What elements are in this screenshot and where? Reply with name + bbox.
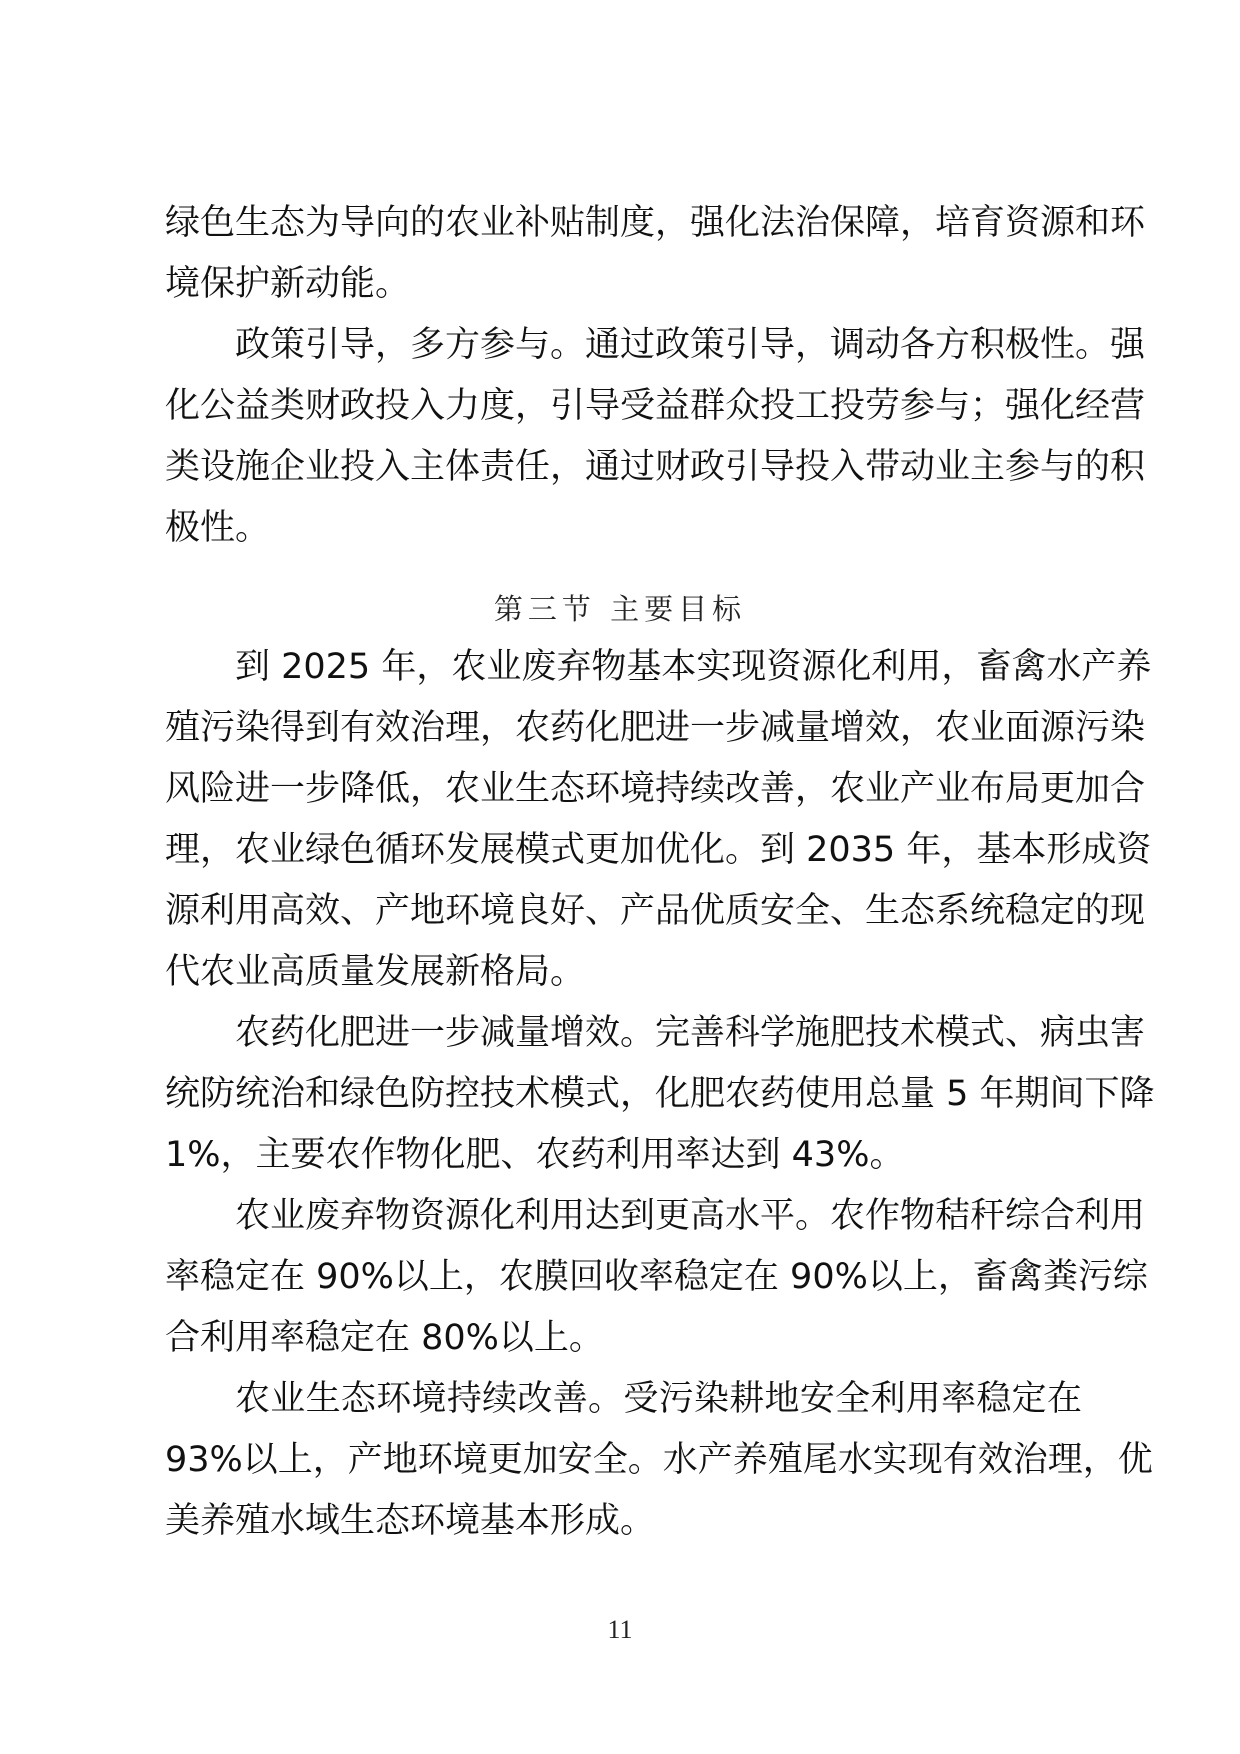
text-line: 代农业高质量发展新格局。: [165, 952, 586, 992]
text-line: 绿色生态为导向的农业补贴制度，强化法治保障，培育资源和环: [165, 203, 1146, 243]
text-line: 化公益类财政投入力度，引导受益群众投工投劳参与；强化经营: [165, 386, 1146, 426]
text-line: 合利用率稳定在 80%以上。: [165, 1318, 604, 1358]
text-line: 统防统治和绿色防控技术模式，化肥农药使用总量 5 年期间下降: [165, 1074, 1155, 1114]
text-line: 农业废弃物资源化利用达到更高水平。农作物秸秆综合利用: [235, 1196, 1146, 1236]
text-line: 殖污染得到有效治理，农药化肥进一步减量增效，农业面源污染: [165, 708, 1146, 748]
text-block-bottom: [165, 637, 1155, 1552]
text-line: 率稳定在 90%以上，农膜回收率稳定在 90%以上，畜禽粪污综: [165, 1257, 1148, 1297]
text-line: 1%，主要农作物化肥、农药利用率达到 43%。: [165, 1135, 905, 1175]
text-line: 农业生态环境持续改善。受污染耕地安全利用率稳定在: [235, 1379, 1082, 1419]
text-line: 农药化肥进一步减量增效。完善科学施肥技术模式、病虫害: [235, 1013, 1146, 1053]
text-line: 理，农业绿色循环发展模式更加优化。到 2035 年，基本形成资: [165, 830, 1152, 870]
text-line: 类设施企业投入主体责任，通过财政引导投入带动业主参与的积: [165, 447, 1146, 487]
paragraph-ecological-environment: [165, 1369, 1153, 1552]
paragraph-continued: [165, 193, 1146, 315]
text-line: 美养殖水域生态环境基本形成。: [165, 1501, 656, 1541]
text-line: 到 2025 年，农业废弃物基本实现资源化利用，畜禽水产养: [235, 647, 1152, 687]
paragraph-targets-2025: [165, 637, 1152, 1003]
page-number: 11: [607, 1615, 633, 1644]
paragraph-waste-utilization: [165, 1186, 1148, 1369]
text-line: 政策引导，多方参与。通过政策引导，调动各方积极性。强: [235, 325, 1146, 365]
paragraph-policy-guidance: [165, 315, 1146, 559]
section-heading: 第三节 主要目标: [493, 592, 747, 626]
text-line: 极性。: [165, 508, 271, 548]
text-line: 风险进一步降低，农业生态环境持续改善，农业产业布局更加合: [165, 769, 1146, 809]
text-line: 93%以上，产地环境更加安全。水产养殖尾水实现有效治理，优: [165, 1440, 1153, 1480]
text-block-top: [165, 193, 1146, 559]
paragraph-pesticide-fertilizer: [165, 1003, 1155, 1186]
text-line: 源利用高效、产地环境良好、产品优质安全、生态系统稳定的现: [165, 891, 1146, 931]
text-line: 境保护新动能。: [165, 264, 411, 304]
